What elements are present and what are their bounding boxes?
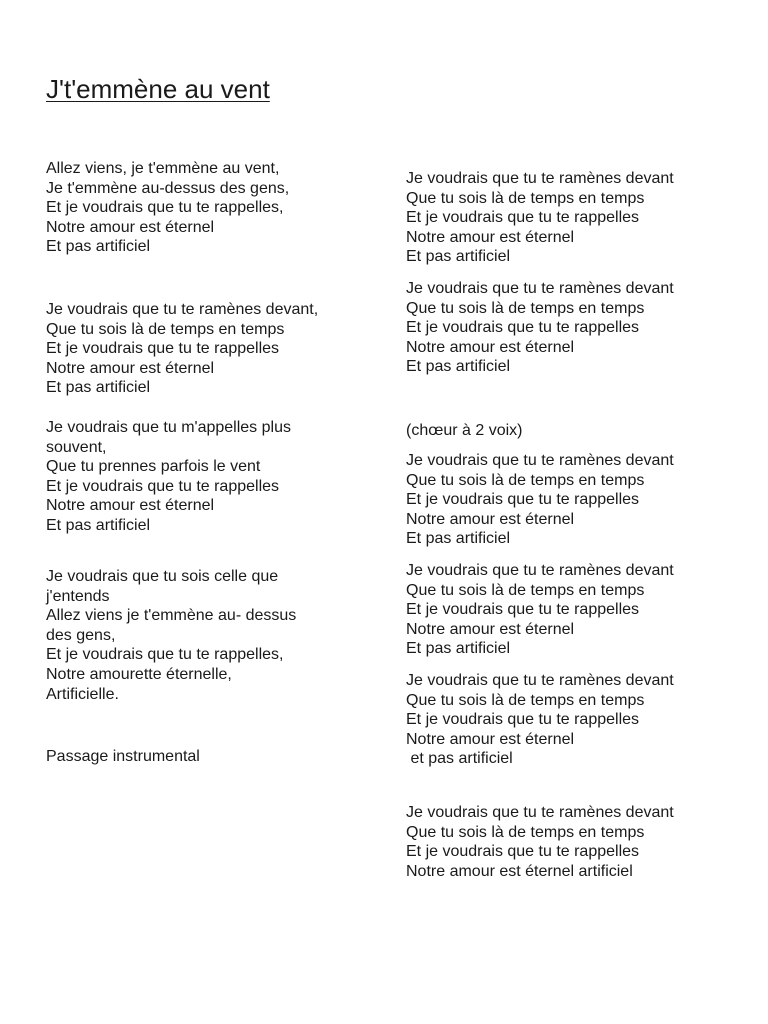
verse-2 [46,300,318,398]
lyric-line: Et je voudrais que tu te rappelles [46,340,280,358]
lyric-line: et pas artificiel [406,750,513,768]
lyric-line: Allez viens je t'emmène au- dessus [46,607,297,625]
verse-r6 [406,803,674,881]
lyric-line: Je voudrais que tu te ramènes devant [406,170,674,187]
verse-r3 [406,451,674,549]
lyric-line: Et pas artificiel [406,358,511,376]
lyric-line: Que tu sois là de temps en temps [406,471,645,489]
verse-1 [46,159,289,257]
lyric-line: Que tu sois là de temps en temps [406,299,645,317]
lyric-line: Je voudrais que tu m'appelles plus [46,419,291,436]
lyric-line: Et je voudrais que tu te rappelles [406,601,640,619]
choir-note [406,421,522,441]
lyric-line: Je voudrais que tu te ramènes devant [406,280,674,297]
verse-r2 [406,279,674,377]
lyric-line: Notre amour est éternel [406,510,575,528]
lyric-line: (chœur à 2 voix) [406,422,523,439]
lyric-line: Notre amour est éternel [46,359,215,377]
lyric-line: Notre amour est éternel [46,497,215,515]
verse-3 [46,418,291,536]
instrumental-note [46,747,200,767]
lyric-line: Notre amourette éternelle, [46,665,232,683]
lyric-line: Et je voudrais que tu te rappelles [406,319,640,337]
lyric-line: Passage instrumental [46,748,200,765]
lyric-line: Notre amour est éternel [406,730,575,748]
lyric-line: Et je voudrais que tu te rappelles [406,843,640,861]
lyric-line: Et je voudrais que tu te rappelles [406,711,640,729]
lyric-line: Que tu sois là de temps en temps [406,823,645,841]
lyric-line: Je t'emmène au-dessus des gens, [46,179,290,197]
lyric-line: Et je voudrais que tu te rappelles, [46,199,284,217]
lyric-line: Notre amour est éternel artificiel [406,862,633,880]
lyric-line: Et pas artificiel [406,640,511,658]
lyric-line: Et je voudrais que tu te rappelles [406,491,640,509]
verse-4 [46,567,296,704]
verse-r5 [406,671,674,769]
verse-r1 [406,169,674,267]
lyric-line: Et pas artificiel [46,238,151,256]
lyric-line: Notre amour est éternel [46,218,215,236]
page-title: J't'emmène au vent [46,74,270,104]
lyric-line: Et je voudrais que tu te rappelles, [46,646,284,664]
lyric-line: Je voudrais que tu te ramènes devant [406,562,674,579]
lyric-line: Je voudrais que tu te ramènes devant [406,452,674,469]
lyric-line: Notre amour est éternel [406,338,575,356]
lyric-line: Et je voudrais que tu te rappelles [406,209,640,227]
lyric-line: Notre amour est éternel [406,620,575,638]
lyric-line: Je voudrais que tu te ramènes devant, [46,301,319,318]
lyric-line: Et pas artificiel [46,379,151,397]
lyric-line: Que tu sois là de temps en temps [46,320,285,338]
lyric-line: Que tu sois là de temps en temps [406,581,645,599]
lyric-line: des gens, [46,626,116,644]
lyric-line: Et pas artificiel [46,516,151,534]
lyric-line: Notre amour est éternel [406,228,575,246]
lyric-line: Artificielle. [46,685,119,703]
lyric-line: Et pas artificiel [406,248,511,266]
lyric-line: Je voudrais que tu sois celle que [46,568,279,585]
lyric-line: Et pas artificiel [406,530,511,548]
lyric-line: Allez viens, je t'emmène au vent, [46,160,280,177]
verse-r4 [406,561,674,659]
lyric-line: Que tu sois là de temps en temps [406,691,645,709]
lyric-line: souvent, [46,438,107,456]
lyric-line: j'entends [46,587,110,605]
lyric-line: Je voudrais que tu te ramènes devant [406,672,674,689]
lyric-line: Que tu prennes parfois le vent [46,458,261,476]
lyric-line: Et je voudrais que tu te rappelles [46,477,280,495]
lyric-line: Que tu sois là de temps en temps [406,189,645,207]
lyric-line: Je voudrais que tu te ramènes devant [406,804,674,821]
